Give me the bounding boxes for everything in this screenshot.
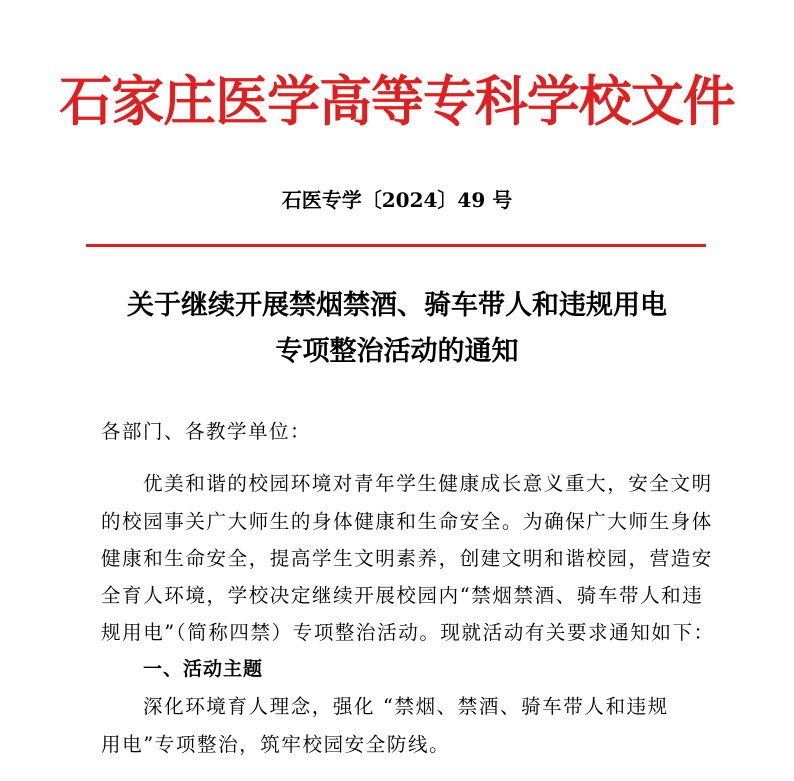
notice-title-line-2: 专项整治活动的通知: [275, 336, 519, 367]
notice-title-line-1: 关于继续开展禁烟禁酒、骑车带人和违规用电: [127, 290, 667, 321]
paragraph-1-line: 健康和生命安全，提高学生文明素养，创建文明和谐校园，营造安: [101, 547, 713, 570]
paragraph-1-line: 全育人环境，学校决定继续开展校园内“禁烟禁酒、骑车带人和违: [101, 584, 704, 607]
paragraph-2-line: 深化环境育人理念，强化 “禁烟、禁酒、骑车带人和违规: [143, 695, 669, 718]
paragraph-2-line: 用电”专项整治，筑牢校园安全防线。: [101, 733, 451, 756]
paragraph-1-line: 的校园事关广大师生的身体健康和生命安全。为确保广大师生身体: [101, 510, 713, 533]
paragraph-1-line: 优美和谐的校园环境对青年学生健康成长意义重大，安全文明: [143, 472, 713, 495]
paragraph-1-line: 规用电”（简称四禁）专项整治活动。现就活动有关要求通知如下：: [101, 621, 715, 644]
document-number: 石医专学〔2024〕49 号: [281, 188, 513, 212]
red-divider-rule: [86, 244, 706, 247]
salutation: 各部门、各教学单位：: [101, 420, 312, 443]
section-heading-activity-theme: 一、活动主题: [143, 658, 264, 680]
document-header-title: 石家庄医学高等专科学校文件: [59, 70, 735, 133]
